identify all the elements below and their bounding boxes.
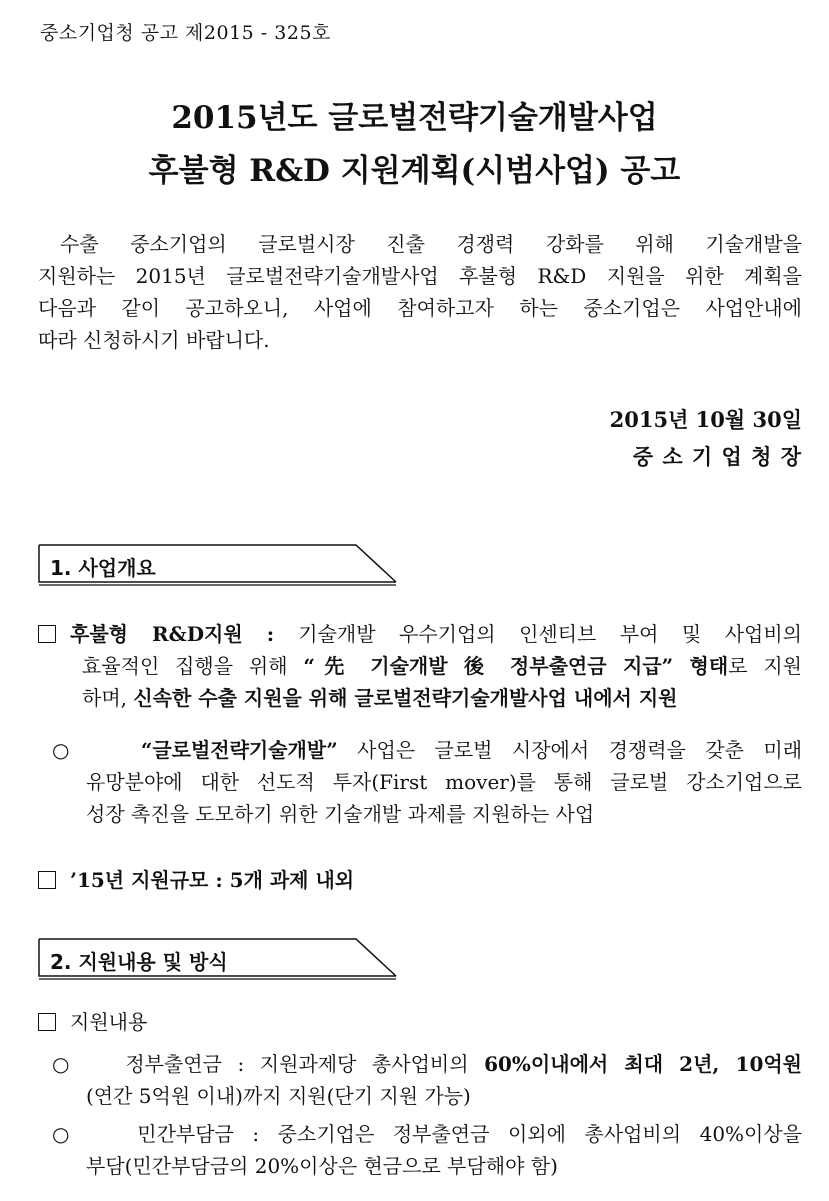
item-1-line-1 (38, 618, 802, 650)
intro-line-4: 따라 신청하시기 바랍니다. (38, 328, 270, 352)
section-1-sub-1 (52, 734, 802, 830)
sub-1-term: “글로벌전략기술개발” (140, 738, 338, 762)
circle-bullet-icon: ○ (52, 1052, 79, 1076)
signatory: 중 소 기 업 청 장 (632, 444, 802, 469)
section-2-title: 2. 지원내용 및 방식 (50, 950, 228, 974)
item-1-term: 후불형 R&D지원 (70, 622, 243, 646)
title-line-2: 후불형 R&D 지원계획(시범사업) 공고 (148, 153, 681, 189)
item-2-text: ’15년 지원규모 : 5개 과제 내외 (70, 868, 355, 892)
notice-number: 중소기업청 공고 제2015 - 325호 (40, 22, 331, 44)
section-1-header (38, 544, 400, 588)
item-1-line-3b: 신속한 수출 지원을 위해 글로벌전략기술개발사업 내에서 지원 (133, 686, 678, 710)
section-2-sub-1 (52, 1048, 802, 1112)
section-2-sub-2 (52, 1118, 802, 1182)
circle-bullet-icon: ○ (52, 1122, 82, 1146)
item-1-colon: : (242, 622, 299, 646)
intro-line-3: 다음과 같이 공고하오니, 사업에 참여하고자 하는 중소기업은 사업안내에 (38, 296, 802, 320)
sub-2-1-bold: 60%이내에서 최대 2년, 10억원 (484, 1052, 803, 1076)
section-1-title: 1. 사업개요 (50, 556, 156, 580)
sub-1-text: 사업은 글로벌 시장에서 경쟁력을 갖춘 미래 (337, 738, 803, 762)
section-1-item-2 (38, 864, 802, 896)
sub-2-1-line-1 (52, 1048, 802, 1080)
title-line-1: 2015년도 글로벌전략기술개발사업 (171, 100, 658, 136)
sub-1-line-3: 성장 촉진을 도모하기 위한 기술개발 과제를 지원하는 사업 (86, 802, 595, 826)
sub-2-2-line-1 (52, 1118, 802, 1150)
sub-1-line-1 (52, 734, 802, 766)
intro-line-1: 수출 중소기업의 글로벌시장 진출 경쟁력 강화를 위해 기술개발을 (60, 232, 802, 256)
item-1-line-2b: “先 기술개발 後 정부출연금 지급” 형태 (303, 654, 729, 678)
section-2-item-1 (38, 1006, 802, 1038)
checkbox-square-icon (38, 871, 56, 889)
sub-2-2-text: 민간부담금 : 중소기업은 정부출연금 이외에 총사업비의 40%이상을 (137, 1122, 803, 1146)
item-1-text: 기술개발 우수기업의 인센티브 부여 및 사업비의 (298, 622, 803, 646)
item-1-line-2a: 효율적인 집행을 위해 (82, 654, 304, 678)
section-1-item-1 (38, 618, 802, 714)
circle-bullet-icon: ○ (52, 738, 83, 762)
checkbox-square-icon (38, 1013, 56, 1031)
intro-line-2: 지원하는 2015년 글로벌전략기술개발사업 후불형 R&D 지원을 위한 계획을 (38, 264, 802, 288)
item-1-line-3a: 하며, (82, 686, 134, 710)
item-1-line-2c: 로 지원 (728, 654, 802, 678)
sub-1-line-2: 유망분야에 대한 선도적 투자(First mover)를 통해 글로벌 강소기업으로 (86, 770, 802, 794)
intro-paragraph (38, 228, 802, 356)
section-2-header (38, 938, 400, 982)
sub-2-1-text: 정부출연금 : 지원과제당 총사업비의 (125, 1052, 485, 1076)
item-1-line-2 (38, 650, 802, 682)
item-support-content: 지원내용 (70, 1010, 148, 1034)
item-1-line-3 (38, 682, 802, 714)
sub-2-2-line-2: 부담(민간부담금의 20%이상은 현금으로 부담해야 함) (86, 1154, 558, 1178)
announcement-date: 2015년 10월 30일 (609, 407, 802, 432)
sub-2-1-line-2: (연간 5억원 이내)까지 지원(단기 지원 가능) (86, 1084, 471, 1108)
checkbox-square-icon (38, 625, 56, 643)
